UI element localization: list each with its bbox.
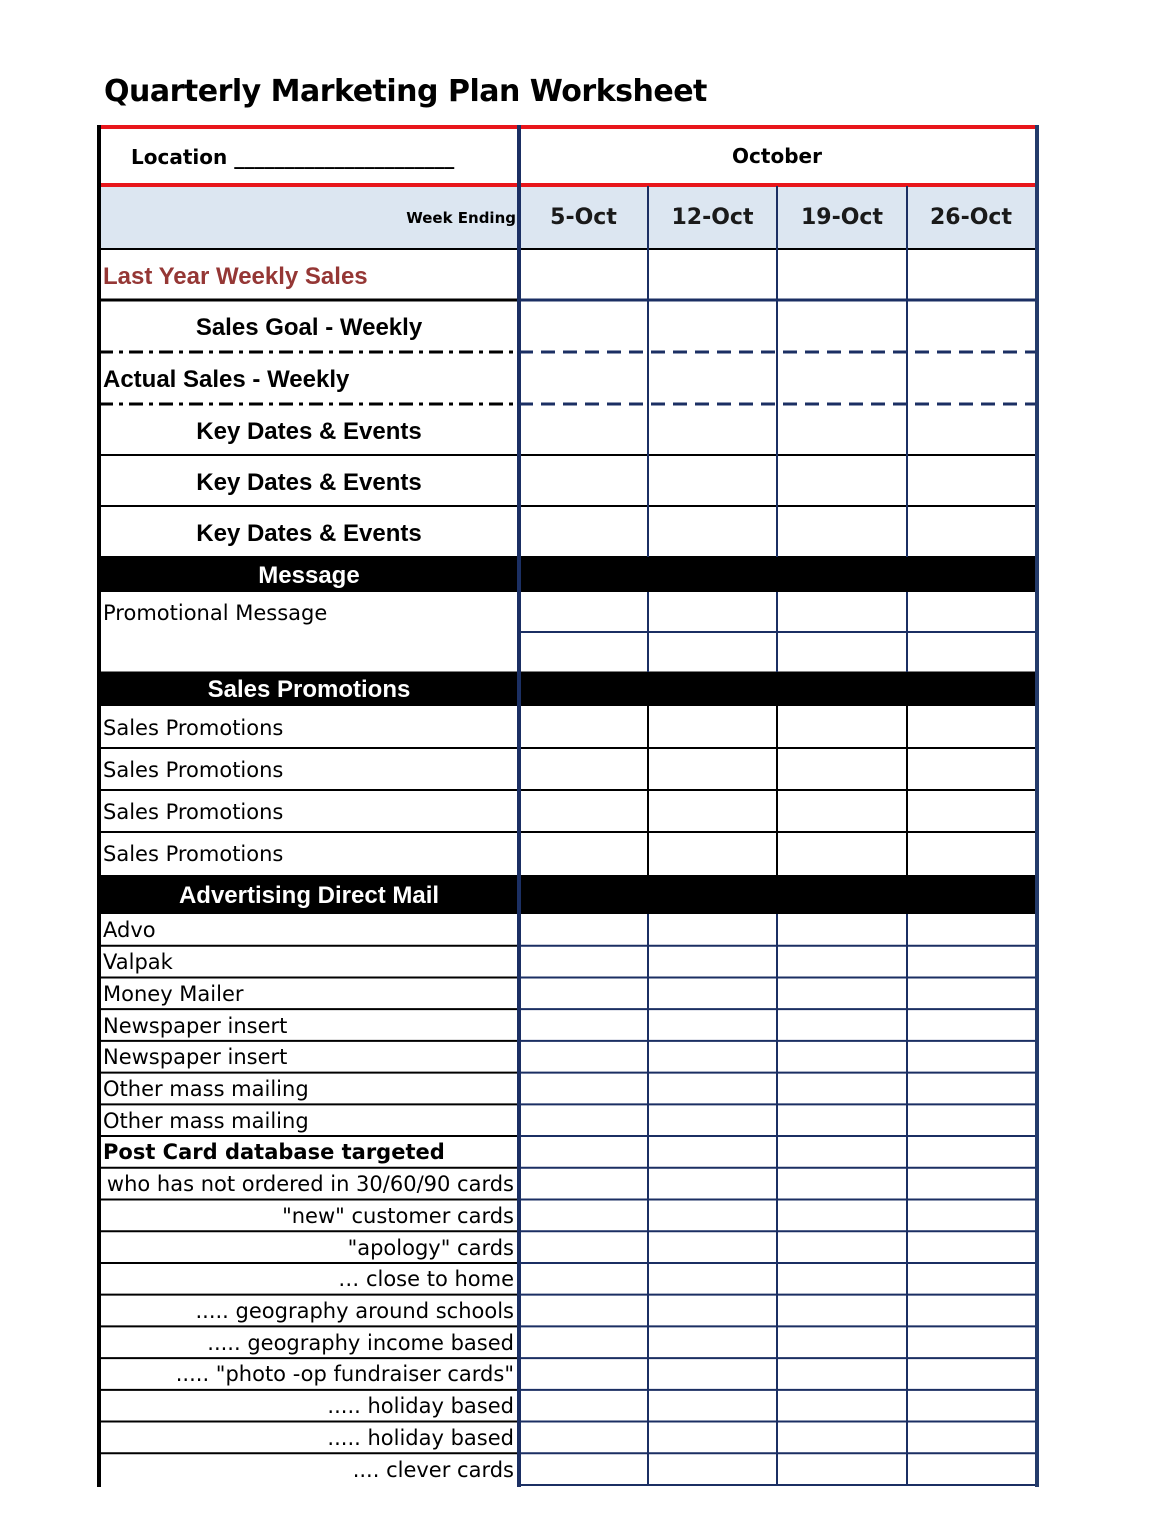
row-direct-mail-10: "new" customer cards xyxy=(282,1203,514,1228)
row-sales-promotion-1: Sales Promotions xyxy=(103,715,284,740)
section-message-title: Message xyxy=(258,561,360,589)
row-actual-sales-weekly-label: Actual Sales - Weekly xyxy=(103,366,350,393)
page-title: Quarterly Marketing Plan Worksheet xyxy=(104,74,707,109)
week-column-3: 19-Oct xyxy=(800,205,883,230)
row-direct-mail-12: … close to home xyxy=(338,1267,514,1292)
row-direct-mail-13: ..... geography around schools xyxy=(195,1299,514,1324)
row-sales-promotion-4: Sales Promotions xyxy=(103,842,284,866)
row-key-dates-1-label: Key Dates & Events xyxy=(196,417,422,445)
location-field: Location ______________________ xyxy=(131,145,455,169)
row-key-dates-2-label: Key Dates & Events xyxy=(196,468,422,496)
row-sales-promotion-3: Sales Promotions xyxy=(103,799,284,824)
week-column-2: 12-Oct xyxy=(671,205,754,230)
row-sales-goal-weekly-label: Sales Goal - Weekly xyxy=(195,314,423,341)
row-direct-mail-16: ..... holiday based xyxy=(327,1394,514,1419)
row-direct-mail-11: "apology" cards xyxy=(347,1235,514,1260)
section-advertising-direct-mail-title: Advertising Direct Mail xyxy=(178,881,440,909)
section-sales-promotions-title: Sales Promotions xyxy=(207,676,411,703)
row-direct-mail-3: Money Mailer xyxy=(103,981,244,1006)
row-direct-mail-8: Post Card database targeted xyxy=(103,1140,445,1165)
row-direct-mail-18: .... clever cards xyxy=(352,1457,514,1482)
row-key-dates-3-label: Key Dates & Events xyxy=(196,519,422,547)
row-direct-mail-5: Newspaper insert xyxy=(103,1045,288,1070)
row-promotional-message-label: Promotional Message xyxy=(103,600,328,625)
month-header: October xyxy=(732,144,822,168)
row-direct-mail-9: who has not ordered in 30/60/90 cards xyxy=(106,1172,514,1197)
row-direct-mail-6: Other mass mailing xyxy=(103,1076,309,1101)
week-ending-label: Week Ending xyxy=(406,208,516,227)
week-column-4: 26-Oct xyxy=(929,205,1012,230)
row-last-year-weekly-sales-label: Last Year Weekly Sales xyxy=(103,262,368,290)
row-direct-mail-7: Other mass mailing xyxy=(103,1108,309,1133)
row-direct-mail-2: Valpak xyxy=(103,950,173,975)
row-direct-mail-1: Advo xyxy=(103,918,156,943)
row-sales-promotion-2: Sales Promotions xyxy=(103,757,284,782)
row-direct-mail-4: Newspaper insert xyxy=(103,1013,288,1038)
row-direct-mail-17: ..... holiday based xyxy=(327,1425,514,1450)
row-direct-mail-14: ..... geography income based xyxy=(207,1330,514,1355)
row-direct-mail-15: ..... "photo -op fundraiser cards" xyxy=(175,1362,514,1387)
week-column-1: 5-Oct xyxy=(550,205,617,230)
